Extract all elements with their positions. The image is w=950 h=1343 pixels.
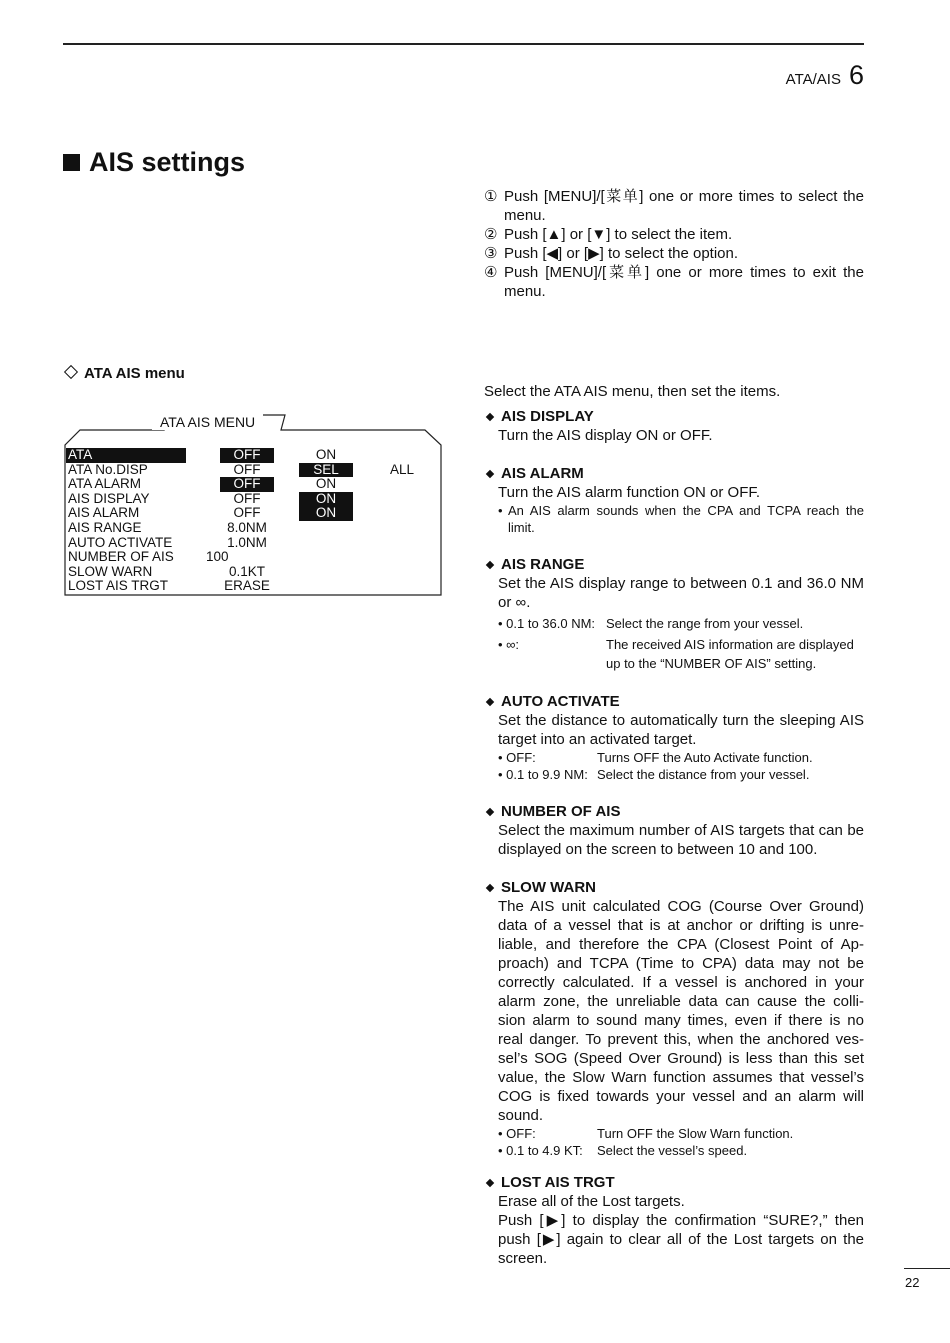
note-value: Turns OFF the Auto Activate function.	[597, 750, 813, 765]
item-note: • An AIS alarm sounds when the CPA and TCPA reach the limit.	[498, 503, 864, 535]
note-key: • 0.1 to 36.0 NM:	[498, 616, 596, 631]
chapter-heading	[786, 60, 864, 91]
item-heading-text: NUMBER OF AIS	[501, 803, 621, 820]
menu-row-label: ATA No.DISP	[68, 461, 148, 477]
item-heading-text: AIS RANGE	[501, 556, 585, 573]
note-key: • 0.1 to 9.9 NM:	[498, 767, 588, 782]
footer-rule	[904, 1268, 950, 1269]
menu-row-auto-activate	[66, 536, 436, 551]
intro-text: Select the ATA AIS menu, then set the items.	[484, 383, 781, 400]
item-body: The AIS unit calculated COG (Course Over Ground) data of a vessel that is at anchor or drifting is unre-liable, and therefore the CPA (Closest Point of Ap-proach) and TCPA (Time to CPA) data may not be correctly calculated. If a vessel is anchored in your alarm zone, the unreliable data can cause the colli-sion alarm to sound many times, even if there is no real danger. To prevent this, when the anchored ves-sel’s SOG (Speed Over Ground) is less than this set value, the Slow Warn function assumes that vessel’s COG is fixed towards your vessel and an alarm will sound.	[498, 898, 864, 1124]
item-heading	[484, 464, 864, 483]
item-heading	[484, 555, 864, 574]
item-heading	[484, 802, 864, 821]
step	[484, 244, 864, 263]
menu-row-label: AIS DISPLAY	[68, 490, 150, 506]
diamond-bullet-icon	[486, 1178, 494, 1186]
menu-row-option: ON	[315, 476, 337, 492]
step-number: ①	[484, 188, 498, 205]
menu-row-ais-display	[66, 492, 436, 507]
item-heading	[484, 878, 864, 897]
item-heading-text: LOST AIS TRGT	[501, 1174, 615, 1191]
step-text: Push [MENU]/[菜单] one or more times to select the menu.	[504, 188, 864, 224]
menu-row-option: ON	[315, 447, 337, 462]
menu-row-value: OFF	[233, 490, 261, 506]
step-number: ③	[484, 245, 498, 262]
item-body: Push [▶] to display the confirmation “SURE?,” then push [▶] again to clear all of the Lost targets on the screen.	[498, 1212, 864, 1267]
item-heading	[484, 692, 864, 711]
menu-row-value: OFF	[233, 461, 261, 477]
item-auto-activate	[484, 692, 864, 783]
item-body: Select the maximum number of AIS targets that can be displayed on the screen to between 10 and 100.	[498, 822, 864, 858]
menu-row-option: ON	[299, 492, 353, 507]
diamond-bullet-icon	[486, 697, 494, 705]
diamond-bullet-icon	[486, 883, 494, 891]
menu-row-value: 1.0NM	[227, 534, 267, 550]
subsection-title	[63, 365, 185, 382]
menu-row-ata-alarm	[66, 477, 436, 492]
diamond-bullet-icon	[486, 412, 494, 420]
item-note	[498, 615, 864, 632]
note-value: The received AIS information are displayed up to the “NUMBER OF AIS” setting.	[606, 637, 854, 671]
header-rule	[63, 43, 864, 45]
menu-row-value: OFF	[233, 505, 261, 521]
item-note	[498, 1125, 864, 1142]
menu-screen	[66, 448, 436, 594]
menu-row-label: SLOW WARN	[68, 563, 153, 579]
item-body: Set the distance to automatically turn the sleeping AIS target into an activated target.	[498, 712, 864, 748]
menu-row-label: NUMBER OF AIS	[68, 549, 174, 565]
note-key: • OFF:	[498, 750, 536, 765]
item-body: Erase all of the Lost targets.	[498, 1193, 685, 1210]
settings-description	[484, 382, 864, 1287]
menu-row-value: 0.1KT	[228, 563, 266, 579]
menu-row-label: ATA	[68, 447, 93, 462]
item-ais-range	[484, 555, 864, 673]
square-bullet-icon	[63, 154, 80, 171]
item-ais-alarm	[484, 464, 864, 536]
note-value: Select the distance from your vessel.	[597, 767, 810, 782]
item-body: Set the AIS display range to between 0.1 and 36.0 NM or ∞.	[498, 575, 864, 611]
menu-row-number-of-ais	[66, 550, 436, 565]
item-heading-text: SLOW WARN	[501, 879, 596, 896]
step-number: ④	[484, 264, 498, 281]
item-note-text: An AIS alarm sounds when the CPA and TCPA reach the limit.	[508, 503, 864, 535]
item-heading-text: AIS DISPLAY	[501, 408, 594, 425]
item-number-of-ais	[484, 802, 864, 859]
chapter-number: 6	[848, 60, 864, 90]
step-number: ②	[484, 226, 498, 243]
step-text: Push [MENU]/[菜单] one or more times to exit the menu.	[504, 264, 864, 300]
menu-row-ais-range	[66, 521, 436, 536]
diamond-bullet-icon	[486, 469, 494, 477]
page-number: 22	[905, 1275, 920, 1290]
item-note	[498, 1142, 864, 1159]
menu-row-value: 100	[206, 549, 229, 565]
step	[484, 225, 864, 244]
menu-row-ais-alarm	[66, 506, 436, 521]
step	[484, 187, 864, 225]
menu-row-option: ON	[299, 506, 353, 521]
menu-row-value: 8.0NM	[227, 519, 267, 535]
item-heading-text: AIS ALARM	[501, 465, 584, 482]
menu-title: ATA AIS MENU	[152, 414, 263, 430]
item-body: Turn the AIS display ON or OFF.	[498, 427, 713, 444]
diamond-outline-icon	[64, 365, 78, 379]
item-note	[498, 766, 864, 783]
note-key: • OFF:	[498, 1126, 536, 1141]
item-slow-warn	[484, 878, 864, 1159]
step	[484, 263, 864, 301]
item-heading-text: AUTO ACTIVATE	[501, 693, 620, 710]
item-lost-ais-trgt	[484, 1173, 864, 1268]
menu-row-value: ERASE	[224, 578, 270, 594]
item-body: Turn the AIS alarm function ON or OFF.	[498, 484, 761, 501]
section-title	[63, 147, 245, 178]
subsection-title-text: ATA AIS menu	[84, 365, 185, 382]
section-title-text: AIS settings	[89, 147, 246, 177]
note-value: Turn OFF the Slow Warn function.	[597, 1126, 794, 1141]
note-value: Select the range from your vessel.	[606, 616, 804, 631]
item-heading	[484, 1173, 864, 1192]
chapter-label: ATA/AIS	[785, 71, 841, 88]
menu-row-ata-no-disp	[66, 463, 436, 478]
note-value: Select the vessel’s speed.	[597, 1143, 748, 1158]
menu-row-label: AIS RANGE	[68, 519, 142, 535]
item-note	[498, 635, 864, 673]
item-note	[498, 749, 864, 766]
note-key: • ∞:	[498, 637, 520, 652]
diamond-bullet-icon	[486, 807, 494, 815]
menu-row-option: ALL	[390, 461, 415, 477]
menu-row-value: OFF	[220, 448, 274, 463]
item-ais-display	[484, 407, 864, 445]
diamond-bullet-icon	[486, 560, 494, 568]
note-key: • 0.1 to 4.9 KT:	[498, 1143, 583, 1158]
step-text: Push [▲] or [▼] to select the item.	[504, 226, 733, 243]
menu-row-label: LOST AIS TRGT	[68, 578, 169, 594]
step-text: Push [◀] or [▶] to select the option.	[504, 245, 739, 262]
steps-list	[484, 187, 864, 301]
item-heading	[484, 407, 864, 426]
menu-row-value: OFF	[220, 477, 274, 492]
menu-row-ata	[66, 448, 436, 463]
menu-row-lost-ais-trgt	[66, 579, 436, 594]
menu-row-label: AUTO ACTIVATE	[68, 534, 173, 550]
menu-row-slow-warn	[66, 565, 436, 580]
menu-row-label: AIS ALARM	[68, 505, 140, 521]
menu-row-option: SEL	[299, 463, 353, 478]
menu-row-label: ATA ALARM	[68, 476, 142, 492]
